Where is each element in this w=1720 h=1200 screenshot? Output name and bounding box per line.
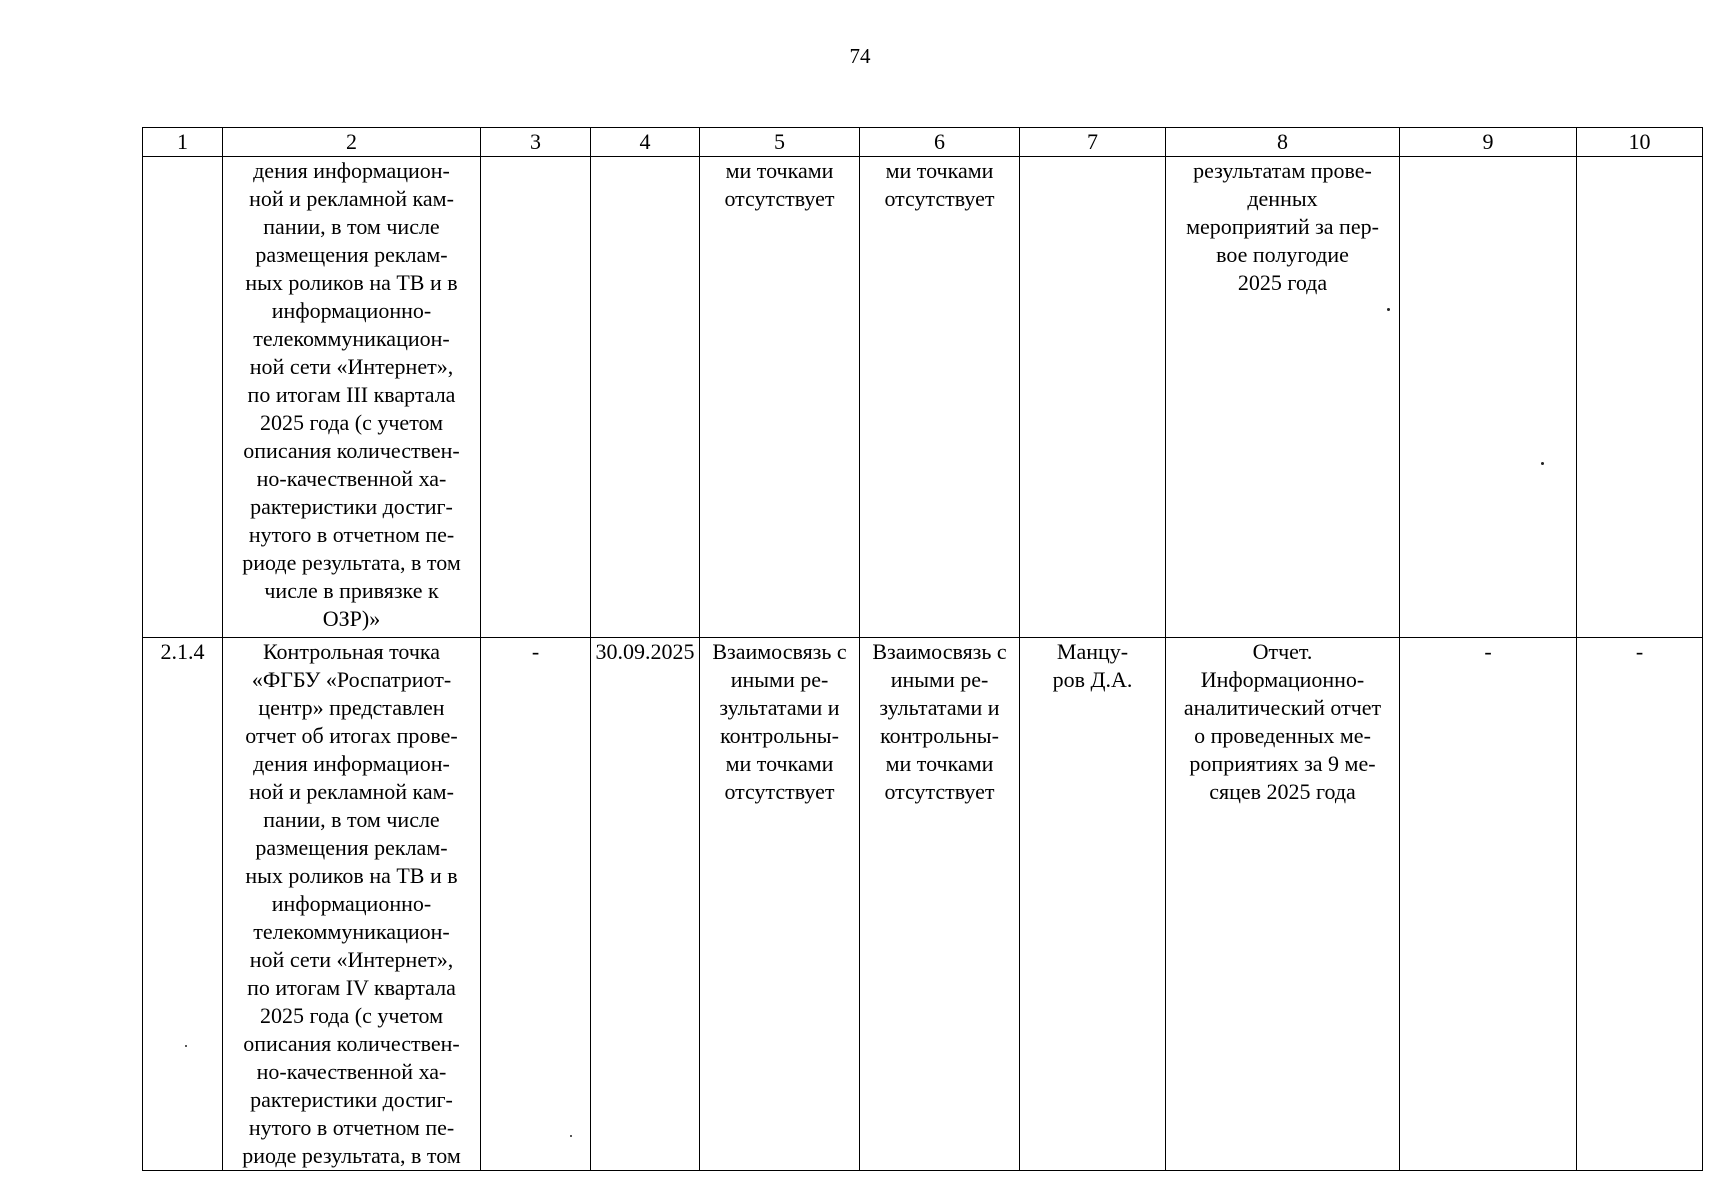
cell-line: информационно- (271, 298, 432, 323)
cell-relations-a (700, 638, 860, 1171)
cell-line: но-качественной ха- (256, 466, 447, 491)
cell-line: контрольны- (720, 723, 839, 748)
cell-line: дения информацион- (253, 751, 450, 776)
cell-line: иными ре- (730, 667, 829, 692)
cell-line: размещения реклам- (255, 835, 448, 860)
table-header-row (143, 128, 1703, 157)
cell-line: аналитический отчет (1183, 695, 1382, 720)
cell-line: сяцев 2025 года (1209, 779, 1356, 804)
cell-line: отсутствует (724, 186, 835, 211)
cell-line: Отчет. (1252, 639, 1313, 664)
cell-date (591, 638, 700, 1171)
cell-responsible (1020, 638, 1166, 1171)
cell-line: роприятиях за 9 ме- (1189, 751, 1376, 776)
cell-line: пании, в том числе (263, 807, 440, 832)
cell-line: Контрольная точка (262, 639, 441, 664)
cell-line: ми точками (885, 751, 994, 776)
cell-col3 (481, 157, 591, 638)
cell-line: рактеристики достиг- (250, 1087, 453, 1112)
scan-speck (185, 1045, 187, 1047)
column-header: 8 (1166, 128, 1400, 157)
cell-line: зультатами и (879, 695, 1000, 720)
cell-report (1166, 638, 1400, 1171)
cell-line: Взаимосвязь с (712, 639, 847, 664)
cell-line: но-качественной ха- (256, 1059, 447, 1084)
cell-line: Взаимосвязь с (872, 639, 1007, 664)
cell-line: 2025 года (с учетом (259, 1003, 444, 1028)
cell-line: зультатами и (719, 695, 840, 720)
cell-line: нутого в отчетном пе- (248, 1115, 455, 1140)
column-header: 2 (223, 128, 481, 157)
report-table (142, 127, 1703, 1171)
cell-line: центр» представлен (258, 695, 445, 720)
cell-line: результатам прове- (1193, 158, 1372, 183)
cell-line: ОЗР)» (322, 606, 381, 631)
cell-line: ми точками (725, 158, 834, 183)
cell-line: ми точками (885, 158, 994, 183)
scan-speck (1541, 462, 1544, 465)
cell-line: рактеристики достиг- (250, 494, 453, 519)
cell-col10 (1577, 638, 1703, 1171)
table-row (143, 638, 1703, 1171)
column-header: 10 (1577, 128, 1703, 157)
cell-line: ной и рекламной кам- (249, 186, 454, 211)
cell-report (1166, 157, 1400, 638)
cell-line: ных роликов на ТВ и в (245, 270, 458, 295)
cell-date (591, 157, 700, 638)
cell-line: «ФГБУ «Роспатриот- (251, 667, 452, 692)
cell-col9 (1400, 157, 1577, 638)
cell-number (143, 157, 223, 638)
cell-line: ных роликов на ТВ и в (245, 863, 458, 888)
cell-line: - (1635, 639, 1644, 664)
cell-line: информационно- (271, 891, 432, 916)
cell-col10 (1577, 157, 1703, 638)
cell-line: 30.09.2025 (595, 639, 695, 664)
cell-line: контрольны- (880, 723, 999, 748)
cell-line: пании, в том числе (263, 214, 440, 239)
cell-line: ной сети «Интернет», (249, 354, 454, 379)
cell-number (143, 638, 223, 1171)
column-header: 7 (1020, 128, 1166, 157)
cell-line: мероприятий за пер- (1186, 214, 1379, 239)
cell-line: отсутствует (724, 779, 835, 804)
cell-line: описания количествен- (243, 1031, 460, 1056)
cell-line: отсутствует (884, 186, 995, 211)
cell-line: числе в привязке к (264, 578, 439, 603)
cell-line: отчет об итогах прове- (245, 723, 458, 748)
cell-description (223, 638, 481, 1171)
cell-responsible (1020, 157, 1166, 638)
column-header: 1 (143, 128, 223, 157)
cell-line: отсутствует (884, 779, 995, 804)
cell-line: телекоммуникацион- (253, 326, 450, 351)
column-header: 6 (860, 128, 1020, 157)
cell-relations-b (860, 638, 1020, 1171)
cell-line: риоде результата, в том (242, 550, 461, 575)
cell-description (223, 157, 481, 638)
cell-line: 2025 года (1237, 270, 1328, 295)
cell-line: по итогам IV квартала (247, 975, 456, 1000)
table-row (143, 157, 1703, 638)
cell-line: Информационно- (1200, 667, 1365, 692)
cell-line: - (531, 639, 540, 664)
scan-speck (570, 1135, 572, 1137)
cell-line: вое полугодие (1216, 242, 1349, 267)
cell-line: ров Д.А. (1052, 667, 1133, 692)
cell-line: о проведенных ме- (1194, 723, 1371, 748)
cell-line: описания количествен- (243, 438, 460, 463)
cell-relations-b (860, 157, 1020, 638)
column-header: 5 (700, 128, 860, 157)
column-header: 9 (1400, 128, 1577, 157)
cell-line: денных (1247, 186, 1318, 211)
cell-relations-a (700, 157, 860, 638)
column-header: 3 (481, 128, 591, 157)
cell-line: дения информацион- (253, 158, 450, 183)
cell-line: иными ре- (890, 667, 989, 692)
cell-line: ной сети «Интернет», (249, 947, 454, 972)
scan-speck (1387, 308, 1390, 311)
column-header: 4 (591, 128, 700, 157)
cell-col3 (481, 638, 591, 1171)
cell-line: размещения реклам- (255, 242, 448, 267)
cell-line: по итогам III квартала (247, 382, 456, 407)
cell-line: нутого в отчетном пе- (248, 522, 455, 547)
cell-line: ной и рекламной кам- (249, 779, 454, 804)
cell-line: ми точками (725, 751, 834, 776)
cell-line: 2.1.4 (160, 639, 205, 664)
cell-line: телекоммуникацион- (253, 919, 450, 944)
cell-line: - (1484, 639, 1492, 664)
cell-line: Манцу- (1056, 639, 1129, 664)
cell-line: 2025 года (с учетом (259, 410, 444, 435)
cell-line: риоде результата, в том (242, 1143, 461, 1168)
cell-col9 (1400, 638, 1577, 1171)
page-number: 74 (849, 44, 871, 68)
